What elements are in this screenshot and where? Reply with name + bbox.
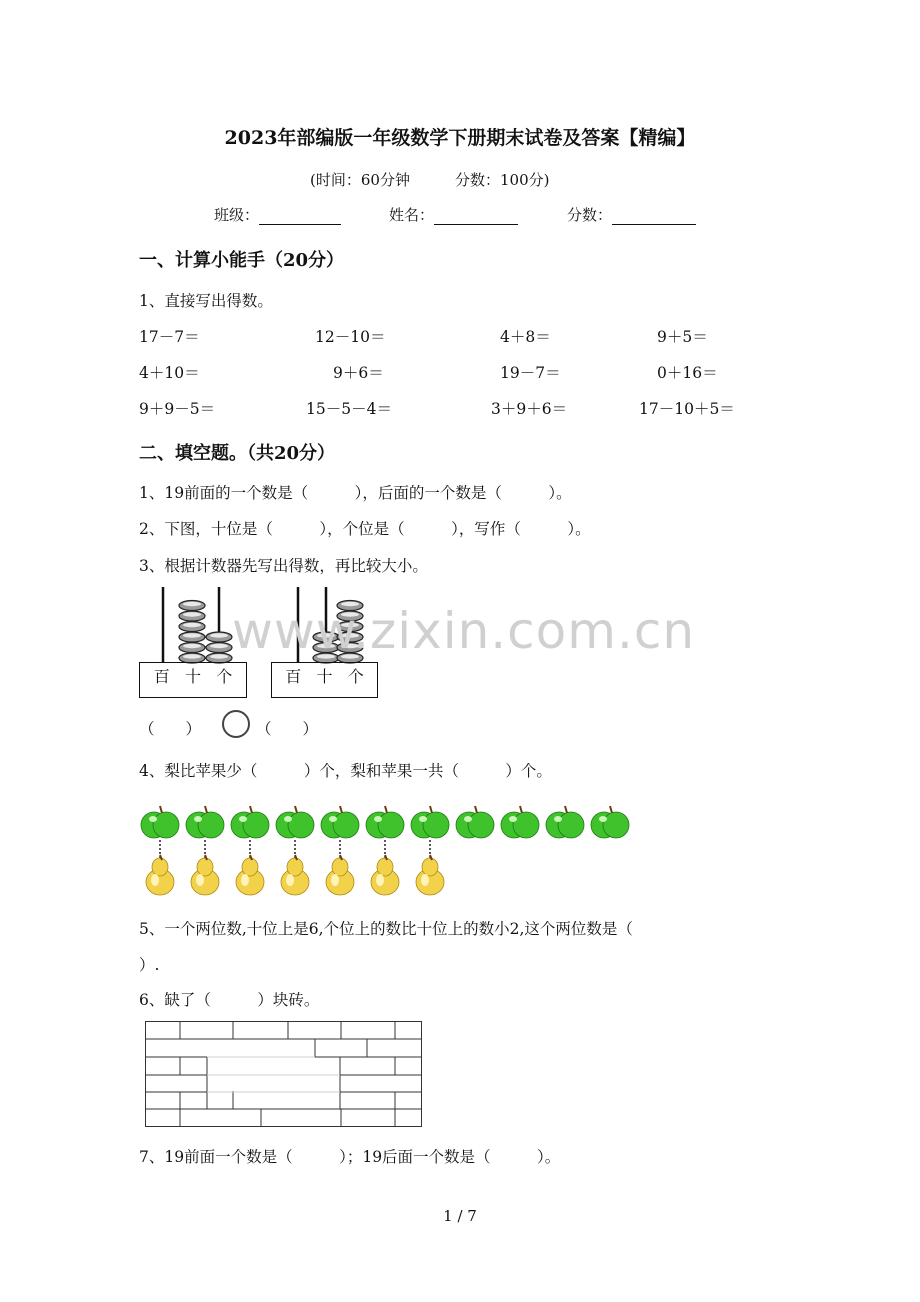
abacus-bead-highlight [183, 612, 201, 616]
apple-stem [520, 806, 522, 813]
apple-stem [610, 806, 612, 813]
section2-q5-line1: 5、一个两位数,十位上是6,个位上的数比十位上的数小2,这个两位数是（ [139, 920, 633, 938]
abacus-bead-highlight [183, 633, 201, 637]
compare-circle[interactable] [222, 710, 250, 738]
equation: 9＋9－5＝ [139, 400, 216, 418]
apple-icon [321, 806, 359, 838]
pear-icon [236, 855, 264, 895]
label-hundreds: 百 [153, 667, 170, 686]
equation: 9＋5＝ [657, 328, 708, 346]
class-label: 班级： [214, 206, 260, 224]
fruit-figure [135, 800, 645, 900]
pear-icon [416, 855, 444, 895]
apple-lobe [558, 812, 584, 838]
label-tens: 十 [316, 667, 333, 686]
abacus-bead-highlight [210, 644, 228, 648]
pear-shine [196, 874, 204, 886]
apple-lobe [468, 812, 494, 838]
equation: 17－10＋5＝ [639, 400, 735, 418]
pear-row [146, 840, 444, 895]
exam-score: 分数：100分) [455, 171, 550, 189]
equation: 4＋8＝ [500, 328, 551, 346]
apple-shine [329, 816, 337, 822]
page-number: 1 / 7 [443, 1207, 477, 1225]
name-blank[interactable] [434, 206, 518, 225]
apple-shine [419, 816, 427, 822]
pear-icon [146, 855, 174, 895]
apple-stem [565, 806, 567, 813]
watermark: www.zixin.com.cn [232, 602, 696, 660]
apple-shine [509, 816, 517, 822]
apple-stem [295, 806, 297, 813]
apple-shine [599, 816, 607, 822]
score-label: 分数： [567, 206, 613, 224]
section2-q2: 2、下图，十位是（ ），个位是（ ），写作（ ）。 [139, 520, 591, 538]
equation: 17－7＝ [139, 328, 200, 346]
apple-lobe [333, 812, 359, 838]
apple-icon [276, 806, 314, 838]
abacus-bead-highlight [183, 644, 201, 648]
score-field [567, 204, 696, 225]
abacus-left [163, 587, 232, 663]
apple-lobe [288, 812, 314, 838]
pear-top [287, 858, 303, 876]
abacus-label-box-right [271, 662, 378, 698]
section2-q5-line2: ）. [139, 956, 160, 974]
apple-icon [546, 806, 584, 838]
apple-shine [464, 816, 472, 822]
pear-top [152, 858, 168, 876]
equation: 12－10＝ [315, 328, 386, 346]
wall-outline [146, 1022, 422, 1127]
pear-top [242, 858, 258, 876]
apple-lobe [243, 812, 269, 838]
section2-q1: 1、19前面的一个数是（ ），后面的一个数是（ ）。 [139, 484, 572, 502]
page-title: 2023年部编版一年级数学下册期末试卷及答案【精编】 [224, 127, 696, 149]
pear-shine [421, 874, 429, 886]
pear-icon [371, 855, 399, 895]
name-field [389, 204, 518, 225]
abacus-beads [179, 601, 232, 664]
pear-shine [151, 874, 159, 886]
section2-q3: 3、根据计数器先写出得数，再比较大小。 [139, 557, 428, 575]
pear-top [197, 858, 213, 876]
apple-lobe [198, 812, 224, 838]
label-hundreds: 百 [285, 667, 302, 686]
score-blank[interactable] [612, 206, 696, 225]
apple-lobe [378, 812, 404, 838]
apple-stem [250, 806, 252, 813]
pear-icon [191, 855, 219, 895]
pear-top [422, 858, 438, 876]
abacus-bead-highlight [183, 623, 201, 627]
equation: 19－7＝ [500, 364, 561, 382]
pear-shine [286, 874, 294, 886]
section2-q4: 4、梨比苹果少（ ）个，梨和苹果一共（ ）个。 [139, 762, 552, 780]
apple-icon [366, 806, 404, 838]
pear-shine [331, 874, 339, 886]
pear-icon [326, 855, 354, 895]
section2-q7: 7、19前面一个数是（ ）；19后面一个数是（ ）。 [139, 1148, 561, 1166]
apple-stem [475, 806, 477, 813]
section1-heading: 一、计算小能手（20分） [139, 250, 345, 271]
apple-row [141, 806, 629, 838]
apple-icon [231, 806, 269, 838]
name-label: 姓名： [389, 206, 435, 224]
section2-heading: 二、填空题。（共20分） [139, 443, 336, 464]
label-ones: 个 [216, 667, 233, 686]
apple-lobe [423, 812, 449, 838]
apple-shine [284, 816, 292, 822]
pear-shine [241, 874, 249, 886]
apple-icon [141, 806, 179, 838]
pear-top [332, 858, 348, 876]
abacus-bead-highlight [210, 633, 228, 637]
exam-time: (时间：60分钟 [310, 171, 410, 189]
apple-shine [239, 816, 247, 822]
apple-stem [160, 806, 162, 813]
compare-left-blank[interactable]: （ ） [139, 720, 202, 738]
equation: 0＋16＝ [657, 364, 718, 382]
apple-shine [194, 816, 202, 822]
label-tens: 十 [184, 667, 201, 686]
apple-icon [501, 806, 539, 838]
class-blank[interactable] [259, 206, 341, 225]
pear-top [377, 858, 393, 876]
apple-shine [149, 816, 157, 822]
apple-lobe [603, 812, 629, 838]
apple-shine [374, 816, 382, 822]
equation: 15－5－4＝ [306, 400, 392, 418]
pear-icon [281, 855, 309, 895]
pear-shine [376, 874, 384, 886]
equation: 9＋6＝ [333, 364, 384, 382]
apple-stem [205, 806, 207, 813]
section2-q6: 6、缺了（ ）块砖。 [139, 991, 320, 1009]
abacus-bead-highlight [183, 654, 201, 658]
apple-lobe [513, 812, 539, 838]
apple-stem [385, 806, 387, 813]
apple-icon [186, 806, 224, 838]
abacus-label-box-left [139, 662, 247, 698]
equation: 3＋9＋6＝ [491, 400, 568, 418]
apple-icon [411, 806, 449, 838]
label-ones: 个 [347, 667, 364, 686]
apple-stem [340, 806, 342, 813]
class-field [214, 204, 341, 225]
abacus-bead-highlight [183, 602, 201, 606]
apple-shine [554, 816, 562, 822]
abacus-bead-highlight [210, 654, 228, 658]
brick-wall-figure [145, 1021, 423, 1129]
apple-icon [456, 806, 494, 838]
compare-right-blank[interactable]: （ ） [256, 720, 319, 738]
apple-lobe [153, 812, 179, 838]
apple-stem [430, 806, 432, 813]
apple-icon [591, 806, 629, 838]
section1-q1: 1、直接写出得数。 [139, 292, 273, 310]
equation: 4＋10＝ [139, 364, 200, 382]
